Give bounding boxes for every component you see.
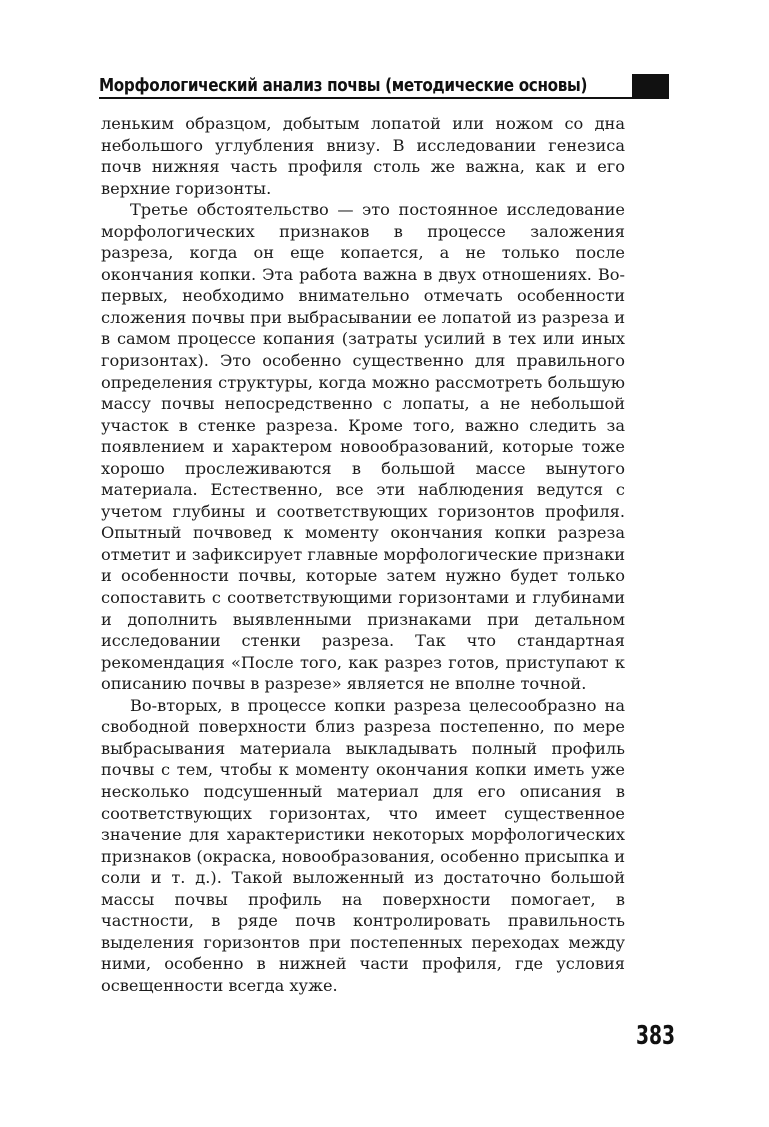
paragraph-third-circumstance: Третье обстоятельство — это постоянное исследование морфологических признаков в процессе заложения разреза, когда он еще копается, а не только после окончания копки. Эта работа важна в двух отношениях. Во-первых, необходимо внимательно отмечать особенности сложения почвы при выбрасывании ее лопатой из разреза и в самом процессе копания (затраты усилий в тех или иных горизонтах). Это особенно существенно для правильного определения структуры, когда можно рассмотреть большую массу почвы непосредственно с лопаты, а не небольшой участок в стенке разреза. Кроме того, важно следить за появлением и характером новообразований, которые тоже хорошо прослеживаются в большой массе вынутого материала. Естественно, все эти наблюдения ведутся с учетом глубины и соответствующих горизонтов профиля. Опытный почвовед к моменту окончания копки разреза отметит и зафиксирует главные морфологические признаки и особенности почвы, которые затем нужно будет только сопоставить с соответствующими горизонтами и глубинами и дополнить выявленными признаками при детальном исследовании стенки разреза. Так что стандартная рекомендация «После того, как разрез готов, приступают к описанию почвы в разрезе» является не вполне точной. [101,200,625,694]
page-number: 383 [636,1021,676,1051]
paragraph-continued: леньким образцом, добытым лопатой или ножом со дна небольшого углубления внизу. В исследовании генезиса почв нижняя часть профиля столь же важна, как и его верхние горизонты. [101,114,625,198]
running-head-title: Морфологический анализ почвы (методические основы) [99,76,588,96]
running-head-rule [99,97,669,99]
paragraph-secondly: Во-вторых, в процессе копки разреза целесообразно на свободной поверхности близ разреза постепенно, по мере выбрасывания материала выкладывать полный профиль почвы с тем, чтобы к моменту окончания копки иметь уже несколько подсушенный материал для его описания в соответствующих горизонтах, что имеет существенное значение для характеристики некоторых морфологических признаков (окраска, новообразования, особенно присыпка и соли и т. д.). Такой выложенный из достаточно большой массы почвы профиль на поверхности помогает, в частности, в ряде почв контролировать правильность выделения горизонтов при постепенных переходах между ними, особенно в нижней части профиля, где условия освещенности всегда хуже. [101,695,625,995]
running-head [99,74,674,100]
running-head-bar [632,74,669,98]
body-text [101,113,625,996]
